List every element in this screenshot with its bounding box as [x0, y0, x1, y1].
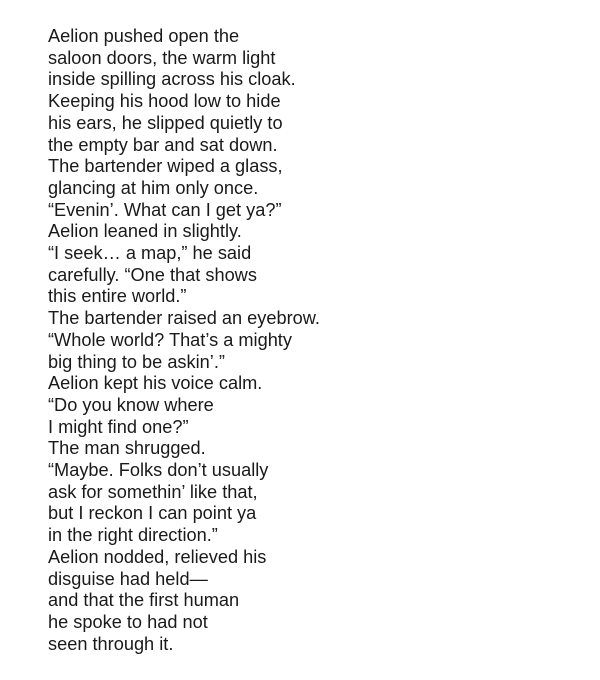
story-line: he spoke to had not	[48, 611, 208, 632]
story-line: ask for somethin’ like that,	[48, 481, 258, 502]
story-line: “Do you know where	[48, 394, 214, 415]
story-text	[48, 26, 320, 655]
story-line: “Evenin’. What can I get ya?”	[48, 199, 282, 220]
story-line: the empty bar and sat down.	[48, 134, 278, 155]
story-line: this entire world.”	[48, 286, 187, 307]
story-line: The man shrugged.	[48, 438, 206, 459]
story-line: The bartender raised an eyebrow.	[48, 308, 320, 329]
story-line: seen through it.	[48, 633, 174, 654]
story-line: inside spilling across his cloak.	[48, 69, 296, 90]
story-line: Aelion kept his voice calm.	[48, 373, 263, 394]
story-line: glancing at him only once.	[48, 177, 259, 198]
story-line: Aelion leaned in slightly.	[48, 221, 242, 242]
story-line: “Whole world? That’s a mighty	[48, 329, 292, 350]
story-line: Aelion pushed open the	[48, 26, 240, 46]
story-line: I might find one?”	[48, 416, 189, 437]
story-line: disguise had held—	[48, 568, 208, 589]
story-line: in the right direction.”	[48, 525, 218, 546]
story-line: saloon doors, the warm light	[48, 47, 276, 68]
story-line: Aelion nodded, relieved his	[48, 546, 267, 567]
story-line: Keeping his hood low to hide	[48, 91, 281, 112]
story-line: “Maybe. Folks don’t usually	[48, 460, 269, 481]
story-line: carefully. “One that shows	[48, 264, 257, 285]
story-line: and that the first human	[48, 590, 240, 611]
story-line: The bartender wiped a glass,	[48, 156, 283, 177]
story-line: big thing to be askin’.”	[48, 351, 225, 372]
story-line: his ears, he slipped quietly to	[48, 112, 283, 133]
story-line: “I seek… a map,” he said	[48, 243, 252, 264]
story-line: but I reckon I can point ya	[48, 503, 257, 524]
